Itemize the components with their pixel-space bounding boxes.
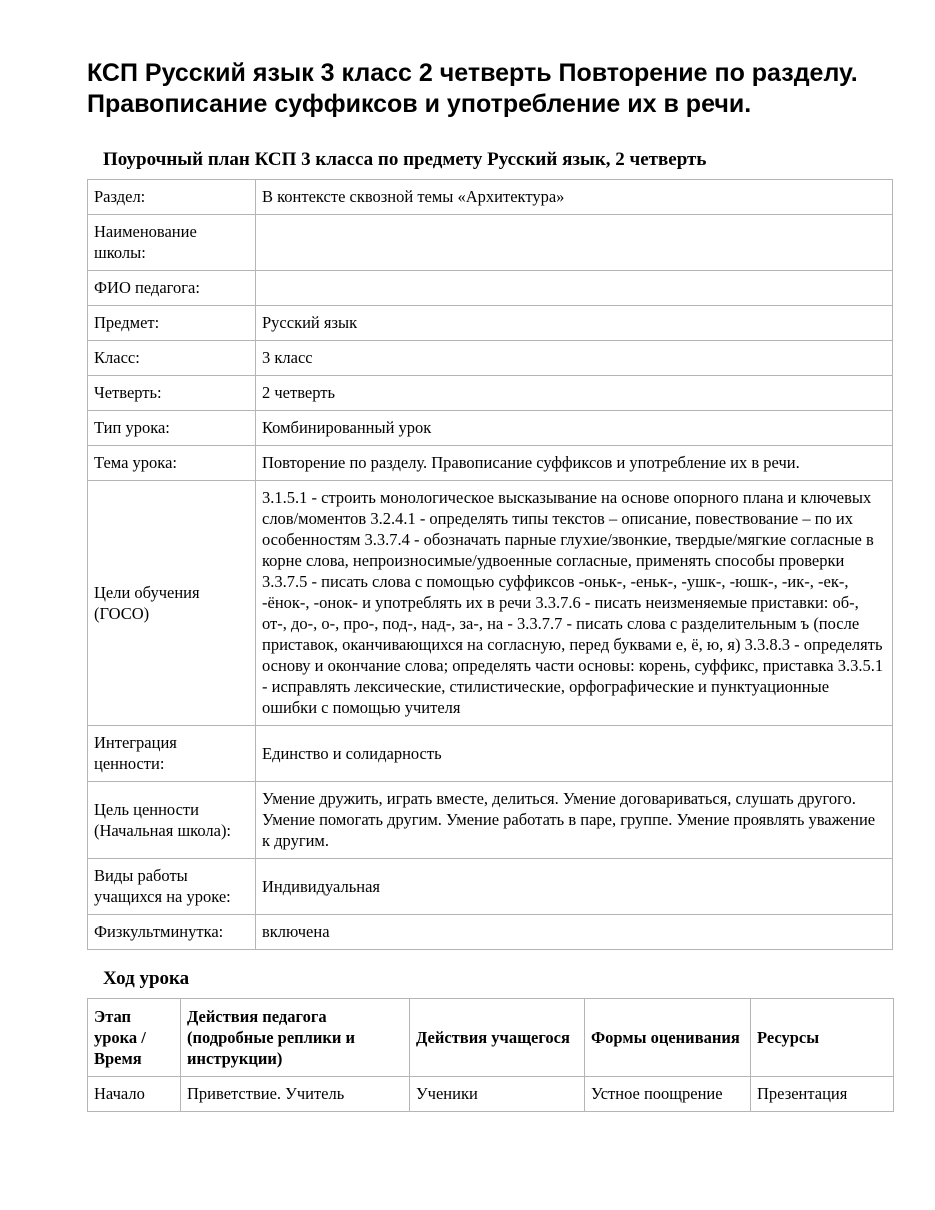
header-stage: Этап урока / Время [88, 999, 181, 1077]
cell-stage: Начало [88, 1077, 181, 1112]
cell-teacher-actions: Приветствие. Учитель [181, 1077, 410, 1112]
header-student-actions: Действия учащегося [410, 999, 585, 1077]
info-row [88, 341, 893, 376]
info-label: Тема урока: [88, 446, 256, 481]
info-row [88, 446, 893, 481]
header-teacher-actions: Действия педагога (подробные реплики и инструкции) [181, 999, 410, 1077]
lesson-info-table [87, 179, 893, 950]
info-label: Тип урока: [88, 411, 256, 446]
info-value: включена [256, 915, 893, 950]
info-value: 2 четверть [256, 376, 893, 411]
info-row [88, 306, 893, 341]
info-label: Физкультминутка: [88, 915, 256, 950]
header-resources: Ресурсы [751, 999, 894, 1077]
cell-assessment: Устное поощрение [585, 1077, 751, 1112]
info-label: Предмет: [88, 306, 256, 341]
info-row [88, 411, 893, 446]
info-value: 3.1.5.1 - строить монологическое высказывание на основе опорного плана и ключевых слов/моментов 3.2.4.1 - определять типы текстов – описание, повествование – по их особенностям 3.3.7.4 - обозначать парные глухие/звонкие, твердые/мягкие согласные в корне слова, непроизносимые/удвоенные согласные, применять способы проверки 3.3.7.5 - писать слова с помощью суффиксов -оньк-, -еньк-, -ушк-, -юшк-, -ик-, -ек-, -ёнок-, -онок- и употреблять их в речи 3.3.7.6 - писать неизменяемые приставки: об-, от-, до-, о-, про-, под-, над-, за-, на - 3.3.7.7 - писать слова с разделительным ъ (после приставок, оканчивающихся на согласную, перед буквами е, ё, ю, я) 3.3.8.3 - определять основу и окончание слова; определять части основы: корень, суффикс, приставка 3.3.5.1 - исправлять лексические, стилистические, орфографические и пунктуационные ошибки с помощью учителя [256, 481, 893, 726]
cell-resources: Презентация [751, 1077, 894, 1112]
lesson-table-row [88, 1077, 894, 1112]
lesson-progress-heading: Ход урока [103, 968, 190, 989]
info-row [88, 180, 893, 215]
info-row [88, 859, 893, 915]
info-label: Цель ценности (Начальная школа): [88, 782, 256, 859]
info-value: Комбинированный урок [256, 411, 893, 446]
lesson-info-body [88, 180, 893, 950]
info-label: Наименование школы: [88, 215, 256, 271]
info-value: В контексте сквозной темы «Архитектура» [256, 180, 893, 215]
info-value: Повторение по разделу. Правописание суффиксов и употребление их в речи. [256, 446, 893, 481]
info-row [88, 915, 893, 950]
info-label: Виды работы учащихся на уроке: [88, 859, 256, 915]
info-label: ФИО педагога: [88, 271, 256, 306]
lesson-table-header-row [88, 999, 894, 1077]
info-value: Единство и солидарность [256, 726, 893, 782]
cell-student-actions: Ученики [410, 1077, 585, 1112]
document-title: КСП Русский язык 3 класс 2 четверть Повторение по разделу. Правописание суффиксов и употребление их в речи. [87, 59, 858, 118]
info-row [88, 481, 893, 726]
info-label: Интеграция ценности: [88, 726, 256, 782]
info-label: Цели обучения (ГОСО) [88, 481, 256, 726]
lesson-progress-table [87, 998, 894, 1112]
plan-heading: Поурочный план КСП 3 класса по предмету Русский язык, 2 четверть [103, 149, 707, 170]
info-value: Индивидуальная [256, 859, 893, 915]
info-value [256, 271, 893, 306]
info-value: Умение дружить, играть вместе, делиться. Умение договариваться, слушать другого. Умение помогать другим. Умение работать в паре, группе. Умение проявлять уважение к другим. [256, 782, 893, 859]
info-value [256, 215, 893, 271]
info-row [88, 782, 893, 859]
info-row [88, 726, 893, 782]
info-value: 3 класс [256, 341, 893, 376]
info-value: Русский язык [256, 306, 893, 341]
info-row [88, 376, 893, 411]
info-label: Класс: [88, 341, 256, 376]
info-label: Четверть: [88, 376, 256, 411]
document-page [87, 58, 893, 1112]
info-label: Раздел: [88, 180, 256, 215]
header-assessment: Формы оценивания [585, 999, 751, 1077]
info-row [88, 271, 893, 306]
info-row [88, 215, 893, 271]
